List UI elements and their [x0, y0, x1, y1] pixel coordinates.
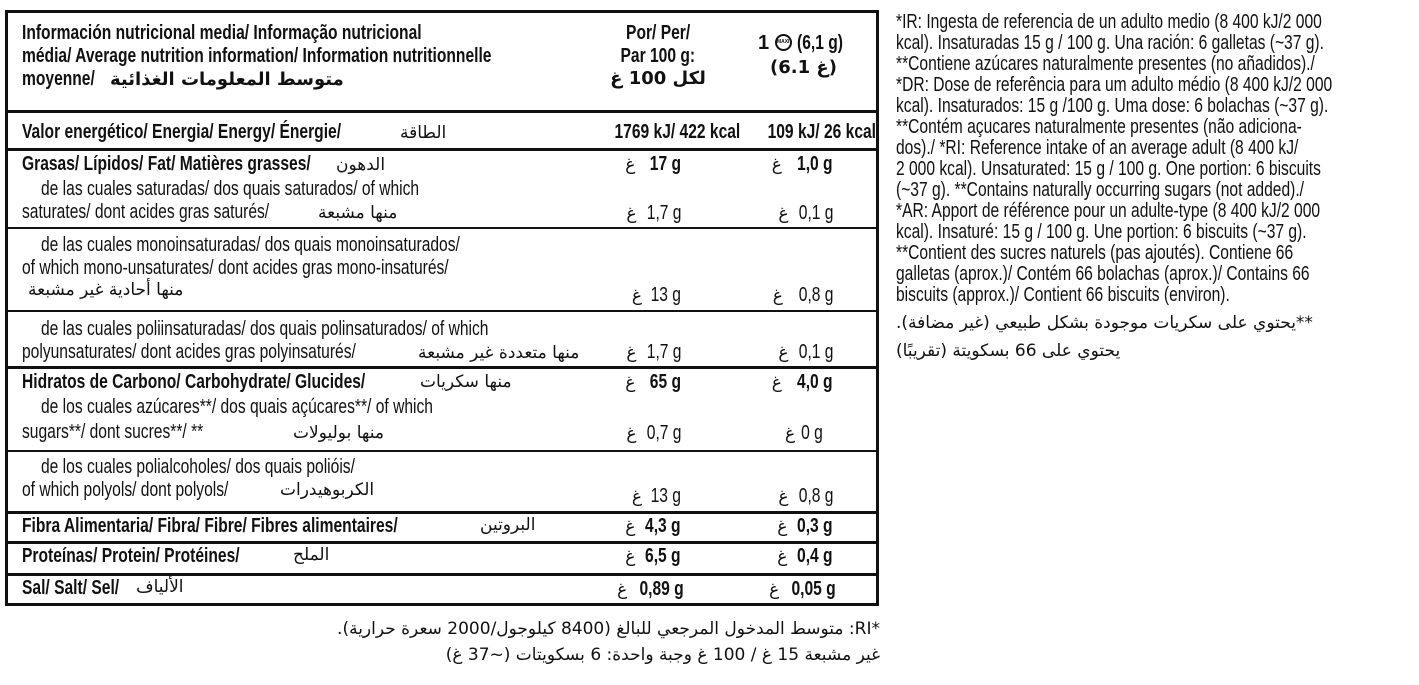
note-line: kcal). Insaturé: 15 g / 100 g. Une portion: 6 biscuits (~37 g). [896, 221, 1307, 243]
salt-label-ar: الألياف [136, 577, 184, 597]
poly-line1: de las cuales poliinsaturadas/ dos quais polinsaturados/ of which [41, 318, 489, 340]
note-line: **Contiene azúcares naturalmente presentes (no añadidos)./ [896, 53, 1315, 75]
portion-value-ar: (6.1 غ) [770, 57, 837, 78]
energy-label-ar: الطاقة [400, 123, 447, 143]
note-line: **Contém açucares naturalmente presentes (não adiciona- [896, 116, 1302, 138]
carbs-label-ar: منها سكريات [420, 372, 512, 392]
mono-per100: غ 13 g [631, 284, 681, 306]
mono-line2: of which mono-unsaturates/ dont acides gras mono-insaturés/ [22, 257, 449, 279]
energy-label: Valor energético/ Energia/ Energy/ Énergie/ [22, 121, 342, 143]
reference-notes [896, 12, 1411, 365]
per100-header-line2: Par 100 g: [620, 45, 696, 67]
portion-value: (6,1 g) [797, 32, 844, 54]
portion-count: 1 [758, 32, 770, 54]
salt-per100: غ 0,89 g [617, 578, 684, 600]
protein-label: Proteínas/ Protein/ Protéines/ [22, 545, 240, 567]
footnote-line-2: غير مشبعة 15 غ / 100 غ وجبة واحدة: 6 بسكويتات (~37 غ) [445, 645, 880, 665]
nutrition-table [5, 10, 879, 606]
mono-line1: de las cuales monoinsaturadas/ dos quais monoinsaturados/ [41, 234, 460, 256]
fat-label: Grasas/ Lípidos/ Fat/ Matières grasses/ [22, 153, 311, 175]
note-line: dos)./ *RI: Reference intake of an average adult (8 400 kJ/ [896, 137, 1299, 159]
per100-header-ar: لكل 100 غ [610, 68, 706, 89]
polyols-line2: of which polyols/ dont polyols/ [22, 479, 229, 501]
portion-header [758, 33, 856, 53]
energy-portion: 109 kJ/ 26 kcal [767, 121, 876, 143]
fat-label-ar: الدهون [336, 155, 386, 175]
note-line: (~37 g). **Contains naturally occurring sugars (not added)./ [896, 179, 1304, 201]
mono-label-ar: منها أحادية غير مشبعة [28, 280, 184, 300]
sugars-per100: غ 0,7 g [626, 422, 681, 444]
polyols-line1: de los cuales polialcoholes/ dos quais polióis/ [41, 456, 355, 478]
fibre-label-ar: البروتين [480, 515, 536, 535]
saturates-per100: غ 1,7 g [626, 202, 681, 224]
saturates-portion: غ 0,1 g [778, 202, 833, 224]
saturates-line1: de las cuales saturadas/ dos quais saturados/ of which [41, 178, 420, 200]
saturates-line2: saturates/ dont acides gras saturés/ [22, 201, 270, 223]
fibre-per100: غ 4,3 g [625, 515, 681, 537]
energy-per100: 1769 kJ/ 422 kcal [614, 121, 740, 143]
carbs-label: Hidratos de Carbono/ Carbohydrate/ Glucides/ [22, 371, 366, 393]
note-line: galletas (aprox.)/ Contém 66 bolachas (aprox.)/ Contains 66 [896, 263, 1310, 285]
fat-portion: غ 1,0 g [771, 153, 833, 175]
note-line: *AR: Apport de référence pour un adulte-type (8 400 kJ/2 000 [896, 200, 1321, 222]
note-line: kcal). Insaturados: 15 g /100 g. Uma dose: 6 bolachas (~37 g). [896, 95, 1329, 117]
fibre-label: Fibra Alimentaria/ Fibra/ Fibre/ Fibres alimentaires/ [22, 515, 398, 537]
note-arabic-2: يحتوي على 66 بسكويتة (تقريبًا) [896, 341, 1121, 361]
carbs-per100: غ 65 g [625, 371, 681, 393]
sugars-line1: de los cuales azúcares**/ dos quais açúcares**/ of which [41, 396, 433, 418]
sugars-label-ar: منها بوليولات [293, 423, 384, 443]
per100-header-line1: Por/ Per/ [625, 22, 691, 44]
mono-portion: غ 0,8 g [772, 284, 833, 306]
sugars-line2: sugars**/ dont sucres**/ ** [22, 421, 204, 443]
note-line: *IR: Ingesta de referencia de un adulto medio (8 400 kJ/2 000 [896, 11, 1322, 33]
footnote-line-1: *RI: متوسط المدخول المرجعي للبالغ (8400 كيلوجول/2000 سعرة حرارية). [337, 619, 880, 639]
note-line: kcal). Insaturadas 15 g / 100 g. Una ración: 6 galletas (~37 g). [896, 32, 1324, 54]
polyols-per100: غ 13 g [631, 485, 681, 507]
note-line: 2 000 kcal). Unsaturated: 15 g / 100 g. One portion: 6 biscuits [896, 158, 1321, 180]
salt-portion: غ 0,05 g [769, 578, 836, 600]
header-title-line3: moyenne/ [22, 68, 95, 90]
note-arabic-1: **يحتوي على سكريات موجودة بشكل طبيعي (غير مضافة). [896, 313, 1313, 333]
poly-line2: polyunsaturates/ dont acides gras polyinsaturés/ [22, 341, 356, 363]
protein-per100: غ 6,5 g [625, 545, 681, 567]
poly-label-ar: منها متعددة غير مشبعة [418, 343, 580, 363]
saturates-label-ar: منها مشبعة [318, 203, 398, 223]
poly-per100: غ 1,7 g [626, 341, 681, 363]
protein-portion: غ 0,4 g [777, 545, 833, 567]
note-line: biscuits (approx.)/ Contient 66 biscuits (environ). [896, 284, 1230, 306]
salt-label: Sal/ Salt/ Sel/ [22, 577, 120, 599]
header-title-ar: متوسط المعلومات الغذائية [110, 69, 344, 90]
carbs-portion: غ 4,0 g [771, 371, 833, 393]
fibre-portion: غ 0,3 g [777, 515, 833, 537]
biscuit-icon: MAXI [775, 34, 792, 51]
fat-per100: غ 17 g [625, 153, 681, 175]
arabic-footnote [0, 616, 880, 668]
poly-portion: غ 0,1 g [778, 341, 833, 363]
header-title-line2: média/ Average nutrition information/ Information nutritionnelle [22, 45, 492, 67]
sugars-portion: غ 0 g [785, 422, 823, 444]
note-line: *DR: Dose de referência para um adulto médio (8 400 kJ/2 000 [896, 74, 1333, 96]
note-line: **Contient des sucres naturels (pas ajoutés). Contiene 66 [896, 242, 1294, 264]
polyols-portion: غ 0,8 g [778, 485, 833, 507]
protein-label-ar: الملح [293, 545, 330, 565]
header-title-line1: Información nutricional media/ Informação nutricional [22, 22, 422, 44]
polyols-label-ar: الكربوهيدرات [280, 480, 375, 500]
